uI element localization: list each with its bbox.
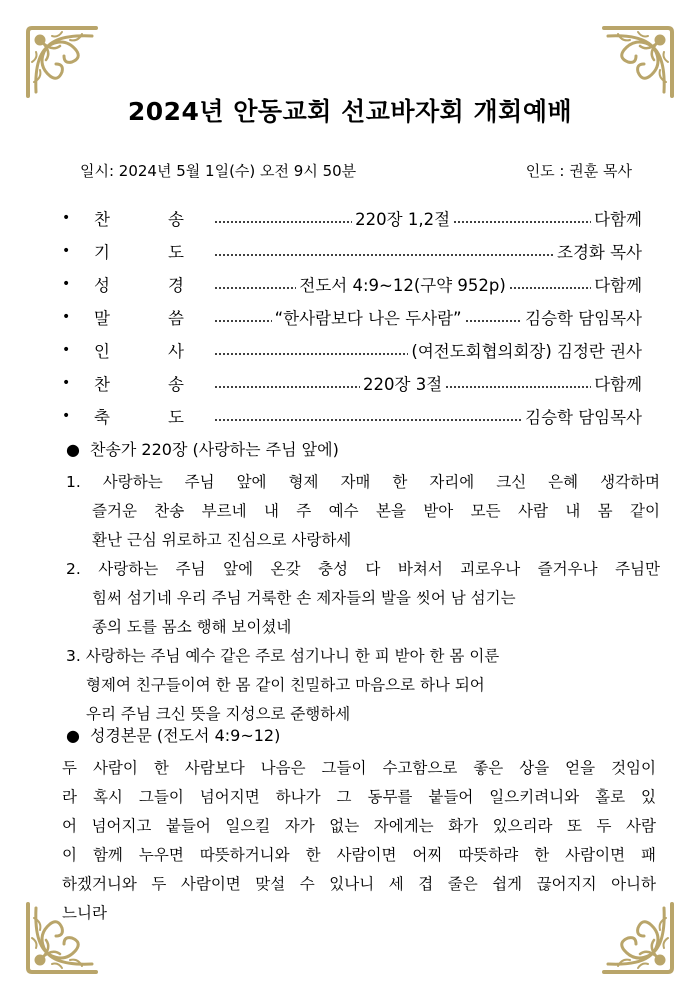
scripture-heading-text: 성경본문 (전도서 4:9~12) bbox=[89, 726, 281, 745]
order-item-label-char: 축 bbox=[94, 407, 110, 427]
page-title: 2024년 안동교회 선교바자회 개회예배 bbox=[127, 97, 573, 126]
corner-ornament-top-left bbox=[22, 22, 102, 102]
bullet-icon: • bbox=[62, 374, 71, 391]
order-item-label-char: 인 bbox=[94, 341, 110, 361]
dot-leader bbox=[445, 386, 591, 388]
order-item-label bbox=[94, 206, 214, 230]
order-item bbox=[62, 300, 642, 333]
hymn-verse-line: 우리 주님 크신 뜻을 지성으로 준행하세 bbox=[86, 705, 351, 723]
order-item-label-char: 경 bbox=[168, 275, 184, 295]
bullet-icon: • bbox=[62, 407, 71, 424]
dot-leader bbox=[214, 419, 522, 421]
hymn-verse-line: 종의 도를 몸소 행해 보이셨네 bbox=[92, 618, 292, 636]
scripture-line: 라 혹시 그들이 넘어지면 하나가 그 동무를 붙들어 일으키려니와 홀로 있 bbox=[62, 788, 656, 806]
dot-leader bbox=[214, 386, 360, 388]
scripture-line: 하겠거니와 두 사람이면 맞설 수 있나니 세 겹 줄은 쉽게 끊어지지 아니하 bbox=[62, 875, 656, 893]
bullet-icon: ● bbox=[66, 440, 80, 459]
order-item bbox=[62, 366, 642, 399]
order-item-label-char: 송 bbox=[168, 209, 184, 229]
order-item-label-char: 말 bbox=[94, 308, 110, 328]
hymn-verse-line: 환난 근심 위로하고 진심으로 사랑하세 bbox=[92, 531, 352, 549]
service-date: 일시: 2024년 5월 1일(수) 오전 9시 50분 bbox=[80, 162, 357, 180]
hymn-verse-line: 3. 사랑하는 주님 예수 같은 주로 섬기나니 한 피 받아 한 몸 이룬 bbox=[66, 647, 500, 665]
order-item-label bbox=[94, 404, 214, 428]
order-item bbox=[62, 201, 642, 234]
scripture-line: 이 함께 누우면 따뜻하거니와 한 사람이면 어찌 따뜻하랴 한 사람이면 패 bbox=[62, 846, 656, 864]
bullet-icon: • bbox=[62, 341, 71, 358]
order-item-label-char: 씀 bbox=[168, 308, 184, 328]
bullet-icon: • bbox=[62, 308, 71, 325]
order-item-label-char: 찬 bbox=[94, 209, 110, 229]
order-item-person: (여전도회협의회장) 김정란 권사 bbox=[411, 341, 642, 361]
order-item bbox=[62, 399, 642, 432]
hymn-heading bbox=[66, 437, 339, 460]
dot-leader bbox=[214, 320, 272, 322]
scripture-heading bbox=[66, 723, 280, 746]
dot-leader bbox=[509, 287, 591, 289]
order-item-label-char: 도 bbox=[168, 242, 184, 262]
order-item-label bbox=[94, 239, 214, 263]
scripture-line: 어 넘어지고 붙들어 일으킬 자가 없는 자에게는 화가 있으리라 또 두 사람 bbox=[62, 817, 656, 835]
order-item-person: 조경화 목사 bbox=[557, 242, 642, 262]
hymn-verse-line: 2. 사랑하는 주님 앞에 온갖 충성 다 바쳐서 괴로우나 즐거우나 주님만 bbox=[66, 560, 660, 578]
order-item-text: “한사람보다 나은 두사람” bbox=[274, 308, 462, 328]
order-item-text: 220장 1,2절 bbox=[355, 209, 451, 229]
order-item-label bbox=[94, 338, 214, 362]
scripture-line: 느니라 bbox=[62, 904, 107, 922]
order-item-label-char: 성 bbox=[94, 275, 110, 295]
bullet-icon: • bbox=[62, 242, 71, 259]
scripture-text bbox=[62, 754, 656, 928]
order-item-label-char: 송 bbox=[168, 374, 184, 394]
order-item-label-char: 기 bbox=[94, 242, 110, 262]
dot-leader bbox=[465, 320, 523, 322]
order-item-text: 전도서 4:9~12(구약 952p) bbox=[299, 275, 506, 295]
order-item-person: 김승학 담임목사 bbox=[525, 407, 642, 427]
bullet-icon: • bbox=[62, 275, 71, 292]
hymn-heading-text: 찬송가 220장 (사랑하는 주님 앞에) bbox=[89, 440, 339, 459]
dot-leader bbox=[214, 287, 296, 289]
dot-leader bbox=[214, 353, 408, 355]
order-item-person: 다함께 bbox=[594, 374, 642, 394]
hymn-verse-line: 1. 사랑하는 주님 앞에 형제 자매 한 자리에 크신 은혜 생각하며 bbox=[66, 473, 660, 491]
hymn-verse-line: 즐거운 찬송 부르네 내 주 예수 본을 받아 모든 사람 내 몸 같이 bbox=[92, 502, 660, 520]
order-of-worship bbox=[62, 201, 642, 432]
hymn-verse-line: 힘써 섬기네 우리 주님 거룩한 손 제자들의 발을 씻어 남 섬기는 bbox=[92, 589, 516, 607]
service-leader: 인도 : 권훈 목사 bbox=[525, 162, 632, 180]
order-item-label-char: 찬 bbox=[94, 374, 110, 394]
order-item-person: 다함께 bbox=[594, 275, 642, 295]
dot-leader bbox=[453, 221, 591, 223]
bullet-icon: • bbox=[62, 209, 71, 226]
order-item bbox=[62, 234, 642, 267]
order-item-person: 김승학 담임목사 bbox=[525, 308, 642, 328]
dot-leader bbox=[214, 221, 352, 223]
order-item-label-char: 사 bbox=[168, 341, 184, 361]
order-item-person: 다함께 bbox=[594, 209, 642, 229]
order-item-label bbox=[94, 371, 214, 395]
dot-leader bbox=[214, 254, 554, 256]
order-item-label bbox=[94, 272, 214, 296]
bullet-icon: ● bbox=[66, 726, 80, 745]
hymn-verse-line: 형제여 친구들이여 한 몸 같이 친밀하고 마음으로 하나 되어 bbox=[86, 676, 485, 694]
corner-ornament-top-right bbox=[598, 22, 678, 102]
hymn-lyrics bbox=[66, 468, 660, 729]
order-item bbox=[62, 267, 642, 300]
order-item-text: 220장 3절 bbox=[363, 374, 443, 394]
scripture-line: 두 사람이 한 사람보다 나음은 그들이 수고함으로 좋은 상을 얻을 것임이 bbox=[62, 759, 656, 777]
order-item bbox=[62, 333, 642, 366]
order-item-label bbox=[94, 305, 214, 329]
order-item-label-char: 도 bbox=[168, 407, 184, 427]
